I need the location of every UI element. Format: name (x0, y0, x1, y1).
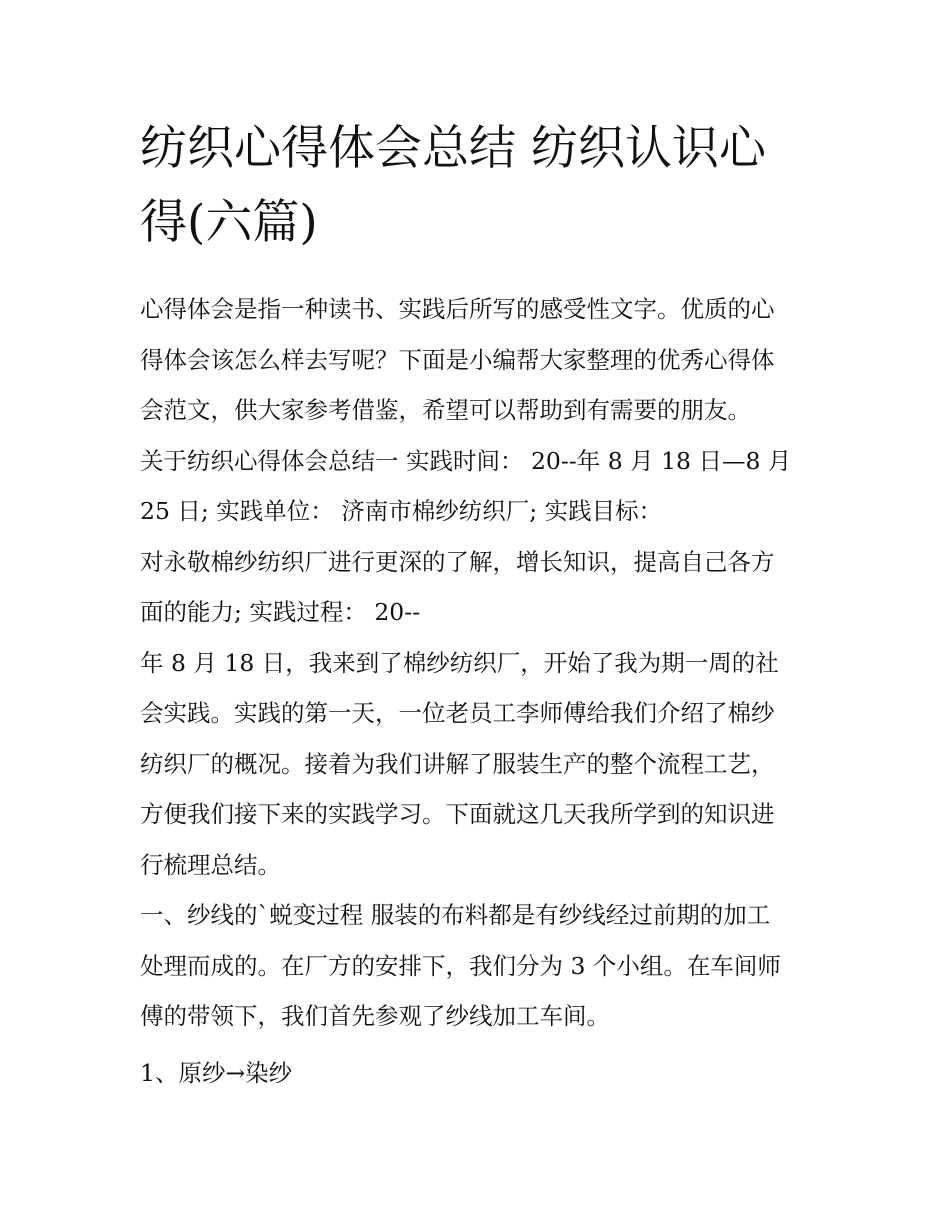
body-line: 会实践。实践的第一天，一位老员工李师傅给我们介绍了棉纱 (140, 699, 775, 727)
body-line: 对永敬棉纱纺织厂进行更深的了解，增长知识，提高自己各方 (140, 547, 775, 576)
body-line: 心得体会是指一种读书、实践后所写的感受性文字。优质的心 (140, 295, 775, 323)
body-line: 会范文，供大家参考借鉴，希望可以帮助到有需要的朋友。 (140, 396, 751, 424)
body-line: 一、纱线的`蜕变过程 服装的布料都是有纱线经过前期的加工 (140, 901, 771, 929)
title-line: 得(六篇) (140, 195, 318, 250)
body-line: 傅的带领下，我们首先参观了纱线加工车间。 (140, 1002, 610, 1030)
body-line: 行梳理总结。 (140, 850, 281, 879)
body-line: 处理而成的。在厂方的安排下，我们分为 3 个小组。在车间师 (140, 951, 781, 980)
body-line: 得体会该怎么样去写呢？下面是小编帮大家整理的优秀心得体 (140, 345, 775, 374)
body-line: 纺织厂的概况。接着为我们讲解了服装生产的整个流程工艺， (140, 749, 775, 778)
section-heading: 1、原纱→染纱 (140, 1058, 293, 1087)
body-line: 方便我们接下来的实践学习。下面就这几天我所学到的知识进 (140, 800, 775, 828)
document-page (140, 112, 820, 1098)
body-line: 年 8 月 18 日，我来到了棉纱纺织厂，开始了我为期一周的社 (140, 648, 779, 677)
document-body (140, 284, 820, 1098)
body-line: 关于纺织心得体会总结一 实践时间： 20--年 8 月 18 日—8 月 (140, 446, 792, 475)
document-title (140, 112, 820, 260)
body-line: 25 日; 实践单位： 济南市棉纱纺织厂; 实践目标： (140, 497, 663, 525)
body-line: 面的能力; 实践过程： 20-- (140, 598, 421, 626)
title-line: 纺织心得体会总结 纺织认识心 (140, 121, 766, 176)
